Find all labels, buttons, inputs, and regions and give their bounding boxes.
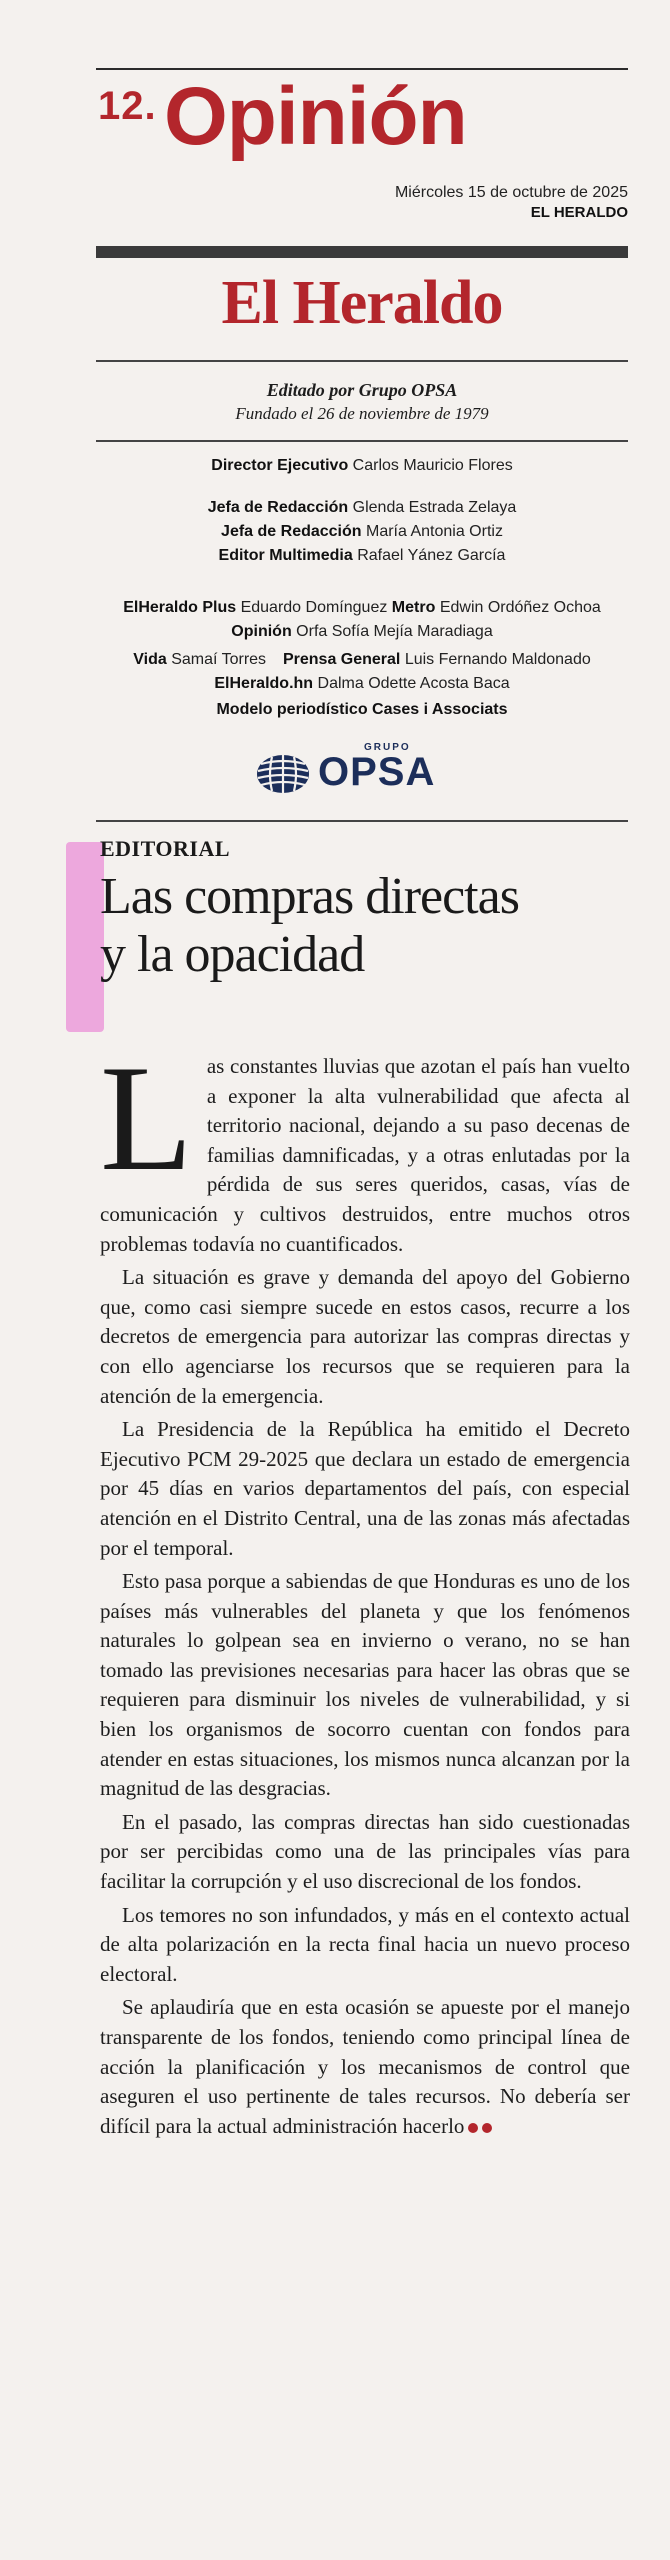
headline-line: y la opacidad — [100, 926, 365, 983]
staff-name: Carlos Mauricio Flores — [352, 457, 513, 474]
staff-row-plus-metro — [96, 596, 628, 620]
editorial-body — [100, 1034, 630, 2145]
staff-name: Glenda Estrada Zelaya — [352, 499, 517, 516]
staff-modelo-text: Modelo periodístico Cases i Associats — [216, 701, 508, 718]
masthead-title: El Heraldo — [221, 269, 503, 337]
staff-row-vida-prensa — [96, 648, 628, 672]
edited-by: Editado por Grupo OPSA — [266, 380, 458, 400]
editorial-divider — [96, 820, 628, 822]
staff-role: Jefa de Redacción — [207, 499, 349, 516]
globe-icon — [256, 754, 310, 794]
editorial-label: EDITORIAL — [100, 836, 231, 861]
staff-modelo — [96, 698, 628, 722]
staff-divider — [96, 440, 628, 442]
end-mark — [468, 2123, 478, 2133]
logo-grupo-text: GRUPO — [364, 742, 411, 753]
staff-name: Dalma Odette Acosta Baca — [317, 675, 510, 692]
paragraph: La Presidencia de la República ha emitido el Decreto Ejecutivo PCM 29-2025 que declara un estado de emergencia por 45 días en varios departamentos del país, con especial atención en el Distrito Central, una de las zonas más afectadas por el temporal. — [100, 1417, 630, 1560]
paper-name-tag: EL HERALDO — [530, 204, 628, 221]
logo-opsa-text: OPSA — [318, 750, 436, 794]
paragraph: Las constantes lluvias que azotan el país han vuelto a exponer la alta vulnerabilidad que afecta al territorio nacional, dejando a su paso decenas de familias damnificadas, y a otras enlutadas por la pérdida de sus seres queridos, casas, vías de comunicación y cultivos destruidos, entre muchos otros problemas todavía no cuantificados. — [100, 1034, 630, 1256]
editorial-headline — [100, 868, 630, 984]
masthead-rule — [96, 246, 628, 258]
paragraph: La situación es grave y demanda del apoyo del Gobierno que, como casi siempre sucede en estos casos, recurre a los decretos de emergencia para autorizar las compras directas y con ello agenciarse los recursos que se requieren para la atención de la emergencia. — [100, 1265, 630, 1408]
staff-name: Eduardo Domínguez — [240, 599, 388, 616]
paragraph: Se aplaudiría que en esta ocasión se apueste por el manejo transparente de los fondos, teniendo como principal línea de acción la planificación y los mecanismos de control que aseguren el uso pertinente de tales recursos. No debería ser difícil para la actual administración hacerlo — [100, 1995, 630, 2138]
staff-name: Samaí Torres — [171, 651, 267, 668]
staff-name: Orfa Sofía Mejía Maradiaga — [296, 623, 493, 640]
staff-role: Prensa General — [282, 651, 401, 668]
dropcap: L — [100, 1034, 193, 1202]
staff-opinion — [96, 620, 628, 644]
headline-line: Las compras directas — [100, 868, 519, 925]
staff-role: ElHeraldo Plus — [123, 599, 237, 616]
paragraph: Los temores no son infundados, y más en el contexto actual de alta polarización en la recta final hacia un nuevo proceso electoral. — [100, 1902, 630, 1986]
staff-name: Luis Fernando Maldonado — [404, 651, 591, 668]
paragraph: Esto pasa porque a sabiendas de que Honduras es uno de los países más vulnerables del planeta y que los fenómenos naturales lo golpean sea en invierno o verano, no se han tomado las previsiones necesarias para hacer las obras que se requieren para disminuir los niveles de vulnerabilidad, y si bien los organismos de socorro cuentan con fondos para atender en estas situaciones, los mismos nunca alcanzan por la magnitud de las desgracias. — [100, 1569, 630, 1801]
founded-date: Fundado el 26 de noviembre de 1979 — [235, 404, 489, 423]
masthead-divider — [96, 360, 628, 362]
staff-director — [96, 454, 628, 478]
end-mark — [482, 2123, 492, 2133]
page-number: 12. — [98, 84, 157, 128]
staff-role: Metro — [391, 599, 436, 616]
staff-role: Editor Multimedia — [218, 547, 353, 564]
staff-role: Vida — [133, 651, 167, 668]
paragraph: En el pasado, las compras directas han sido cuestionadas por ser percibidas como una de las principales vías para facilitar la corrupción y el uso discrecional de los fondos. — [100, 1809, 630, 1894]
staff-jefa-1 — [96, 496, 628, 520]
staff-name: María Antonia Ortiz — [366, 523, 503, 540]
staff-hn — [96, 672, 628, 696]
staff-name: Rafael Yánez García — [357, 547, 506, 564]
highlighter-mark — [66, 842, 104, 1032]
section-title: Opinión — [164, 71, 467, 162]
grupo-opsa-logo — [256, 742, 476, 802]
staff-name: Edwin Ordóñez Ochoa — [439, 599, 601, 616]
staff-role: ElHeraldo.hn — [214, 675, 314, 692]
publication-date: Miércoles 15 de octubre de 2025 — [394, 184, 628, 201]
staff-multimedia — [96, 544, 628, 568]
staff-jefa-2 — [96, 520, 628, 544]
staff-role: Director Ejecutivo — [211, 457, 349, 474]
staff-role: Jefa de Redacción — [221, 523, 362, 540]
staff-role: Opinión — [231, 623, 292, 640]
